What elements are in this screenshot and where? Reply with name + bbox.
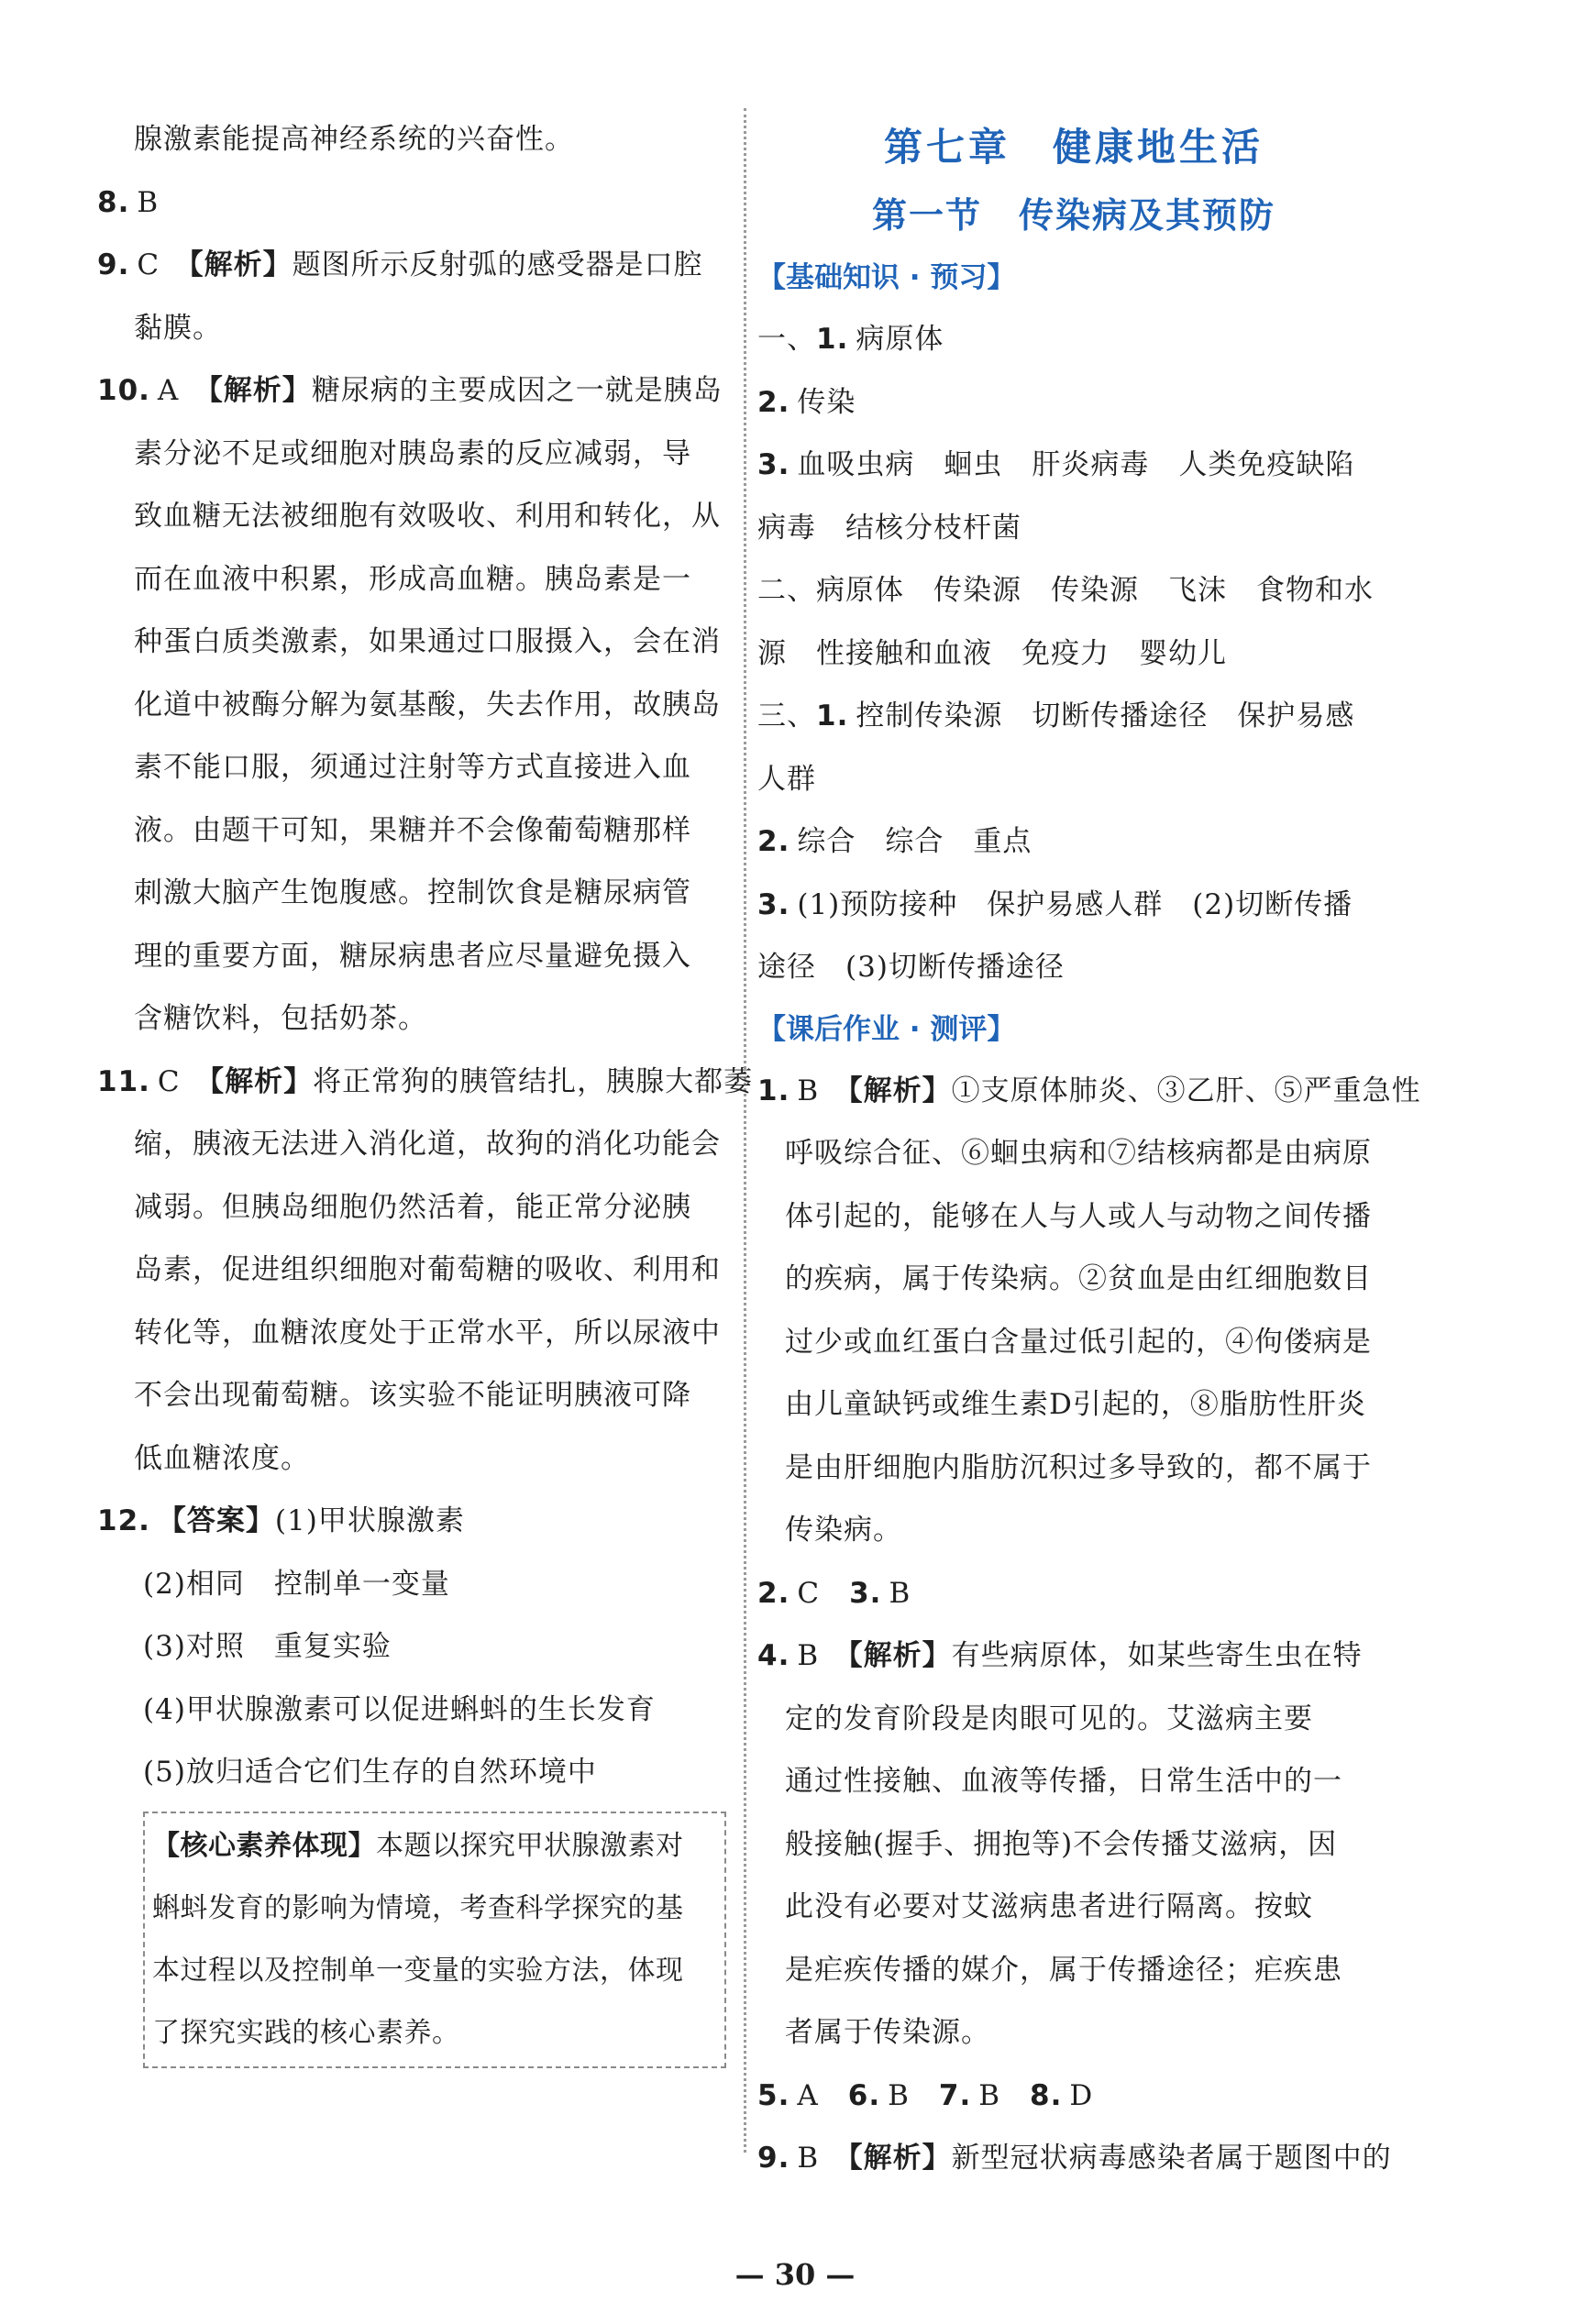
text-line: 的疾病，属于传染病。②贫血是由红细胞数目: [785, 1262, 1372, 1295]
text-line: 病毒 结核分枝杆菌: [757, 511, 1021, 545]
text-line: 呼吸综合征、⑥蛔虫病和⑦结核病都是由病原: [785, 1137, 1372, 1170]
text-line: (2)相同 控制单一变量: [143, 1567, 450, 1601]
hw-answer-9: 9. B 【解析】新型冠状病毒感染者属于题图中的: [757, 2142, 1392, 2175]
text-line: 通过性接触、血液等传播，日常生活中的一: [785, 1765, 1342, 1798]
text-line: 般接触(握手、拥抱等)不会传播艾滋病，因: [785, 1827, 1338, 1861]
text-line: 不会出现葡萄糖。该实验不能证明胰液可降: [134, 1379, 691, 1412]
hw-answer-2-3: 2. C 3. B: [757, 1576, 911, 1610]
preview-item: 3. 血吸虫病 蛔虫 肝炎病毒 人类免疫缺陷: [757, 448, 1355, 481]
hw-answer-5-8: 5. A 6. B 7. B 8. D: [757, 2078, 1094, 2112]
text-line: 化道中被酶分解为氨基酸，失去作用，故胰岛: [134, 688, 721, 721]
text-line: 是由肝细胞内脂肪沉积过多导致的，都不属于: [785, 1450, 1372, 1484]
column-divider: [744, 108, 746, 2153]
text-line: 缩，胰液无法进入消化道，故狗的消化功能会: [134, 1128, 721, 1161]
subhead-homework: 【课后作业 · 测评】: [757, 1012, 1016, 1046]
answer-11: 11. C 【解析】将正常狗的胰管结扎，胰腺大都萎: [97, 1064, 754, 1098]
preview-item: 三、1. 控制传染源 切断传播途径 保护易感: [757, 699, 1355, 732]
text-line: 蝌蚪发育的影响为情境，考查科学探究的基: [152, 1891, 684, 1924]
text-line: 传染病。: [785, 1514, 902, 1547]
text-line: 素分泌不足或细胞对胰岛素的反应减弱，导: [134, 436, 691, 470]
hw-answer-1: 1. B 【解析】①支原体肺炎、③乙肝、⑤严重急性: [757, 1074, 1421, 1107]
text-line: 二、病原体 传染源 传染源 飞沫 食物和水: [757, 574, 1374, 607]
text-line: 了探究实践的核心素养。: [152, 2016, 460, 2049]
text-line: 液。由题干可知，果糖并不会像葡萄糖那样: [134, 813, 691, 847]
text-line: 本过程以及控制单一变量的实验方法，体现: [152, 1954, 684, 1987]
preview-item: 2. 综合 综合 重点: [757, 825, 1032, 858]
answer-9: 9. C 【解析】题图所示反射弧的感受器是口腔: [97, 248, 703, 281]
text-line: 种蛋白质类激素，如果通过口服摄入，会在消: [134, 625, 721, 658]
text-line: 腺激素能提高神经系统的兴奋性。: [134, 123, 574, 156]
text-line: 源 性接触和血液 免疫力 婴幼儿: [757, 636, 1227, 670]
text-line: 转化等，血糖浓度处于正常水平，所以尿液中: [134, 1316, 721, 1349]
text-line: 减弱。但胰岛细胞仍然活着，能正常分泌胰: [134, 1190, 691, 1224]
text-line: 素不能口服，须通过注射等方式直接进入血: [134, 751, 691, 784]
text-line: 黏膜。: [134, 311, 222, 345]
text-line: 此没有必要对艾滋病患者进行隔离。按蚊: [785, 1890, 1313, 1923]
page-number: — 30 —: [734, 2257, 856, 2292]
text-line: 理的重要方面，糖尿病患者应尽量避免摄入: [134, 939, 691, 973]
text-line: 由儿童缺钙或维生素D引起的，⑧脂肪性肝炎: [785, 1388, 1366, 1421]
hw-answer-4: 4. B 【解析】有些病原体，如某些寄生虫在特: [757, 1639, 1363, 1672]
right-column: [757, 112, 1421, 2190]
text-line: 含糖饮料，包括奶茶。: [134, 1002, 427, 1035]
text-line: (5)放归适合它们生存的自然环境中: [143, 1756, 597, 1789]
text-line: 刺激大脑产生饱腹感。控制饮食是糖尿病管: [134, 876, 691, 909]
text-line: (3)对照 重复实验: [143, 1630, 392, 1663]
text-line: 是疟疾传播的媒介，属于传播途径；疟疾患: [785, 1953, 1342, 1987]
text-line: 致血糖无法被细胞有效吸收、利用和转化，从: [134, 500, 721, 533]
text-line: 体引起的，能够在人与人或人与动物之间传播: [785, 1199, 1372, 1233]
chapter-title: 第七章 健康地生活: [883, 125, 1264, 170]
text-line: 途径 (3)切断传播途径: [757, 951, 1065, 984]
text-line: 者属于传染源。: [785, 2016, 990, 2049]
text-line: 低血糖浓度。: [134, 1441, 310, 1475]
subhead-preview: 【基础知识 · 预习】: [757, 261, 1016, 294]
left-column: [97, 108, 754, 2068]
text-line: 【核心素养体现】本题以探究甲状腺激素对: [152, 1829, 684, 1862]
preview-item: 一、1. 病原体: [757, 323, 944, 356]
answer-12: 12. 【答案】(1)甲状腺激素: [97, 1504, 465, 1537]
answer-10: 10. A 【解析】糖尿病的主要成因之一就是胰岛: [97, 374, 723, 407]
section-title: 第一节 传染病及其预防: [871, 194, 1275, 236]
text-line: 而在血液中积累，形成高血糖。胰岛素是一: [134, 562, 691, 596]
text-line: (4)甲状腺激素可以促进蝌蚪的生长发育: [143, 1692, 656, 1726]
preview-item: 3. (1)预防接种 保护易感人群 (2)切断传播: [757, 887, 1353, 921]
text-line: 岛素，促进组织细胞对葡萄糖的吸收、利用和: [134, 1253, 721, 1286]
preview-item: 2. 传染: [757, 385, 856, 419]
text-line: 过少或血红蛋白含量过低引起的，④佝偻病是: [785, 1325, 1372, 1359]
text-line: 定的发育阶段是肉眼可见的。艾滋病主要: [785, 1702, 1313, 1735]
answer-8: 8. B: [97, 185, 160, 219]
text-line: 人群: [757, 762, 816, 796]
core-literacy-box: [143, 1812, 726, 2068]
